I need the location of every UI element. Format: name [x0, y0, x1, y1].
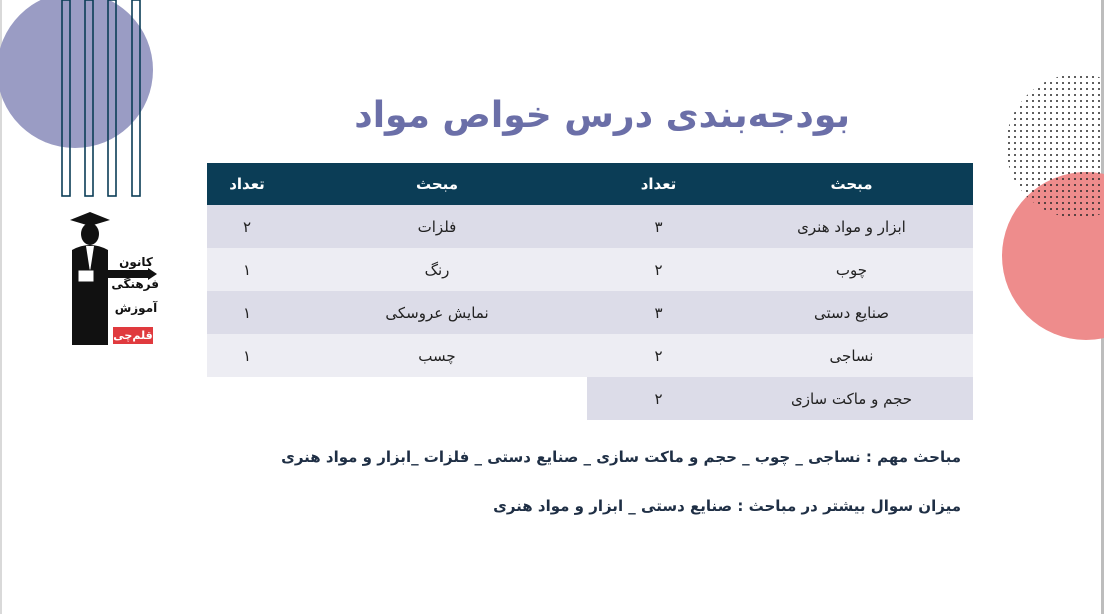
cell-empty — [287, 377, 587, 420]
slide-title: بودجه‌بندی درس خواص مواد — [354, 95, 850, 136]
cell-subject: صنایع دستی — [730, 291, 973, 334]
table-row — [207, 205, 973, 248]
cell-count: ۱ — [207, 248, 287, 291]
header-count-left: تعداد — [207, 163, 287, 205]
table-row — [207, 248, 973, 291]
important-topics-note: مباحث مهم : نساجی _ چوب _ حجم و ماکت سازی _ صنایع دستی _ فلزات _ابزار و مواد هنری — [281, 448, 961, 466]
decor-purple-circle — [0, 0, 153, 148]
cell-count: ۳ — [587, 205, 730, 248]
logo-badge: قلم‌چی — [113, 329, 153, 342]
cell-subject: چسب — [287, 334, 587, 377]
decor-right — [1000, 68, 1104, 348]
header-count-right: تعداد — [587, 163, 730, 205]
decor-top-left — [0, 0, 160, 200]
cell-count: ۱ — [207, 291, 287, 334]
most-questions-note: میزان سوال بیشتر در مباحث : صنایع دستی _ ابزار و مواد هنری — [493, 497, 961, 515]
table-row — [207, 377, 973, 420]
cell-subject: نمایش عروسکی — [287, 291, 587, 334]
cell-subject: ابزار و مواد هنری — [730, 205, 973, 248]
cell-subject: رنگ — [287, 248, 587, 291]
cell-count: ۲ — [207, 205, 287, 248]
table-row — [207, 334, 973, 377]
decor-dot-circle — [1000, 68, 1104, 228]
header-subject-right: مبحث — [730, 163, 973, 205]
cell-count: ۲ — [587, 334, 730, 377]
cell-subject: چوب — [730, 248, 973, 291]
table-row — [207, 291, 973, 334]
cell-subject: حجم و ماکت سازی — [730, 377, 973, 420]
cell-count: ۳ — [587, 291, 730, 334]
logo-line-3: آموزش — [114, 301, 158, 315]
cell-count: ۲ — [587, 377, 730, 420]
cell-subject: فلزات — [287, 205, 587, 248]
header-subject-left: مبحث — [287, 163, 587, 205]
cell-count: ۱ — [207, 334, 287, 377]
cell-empty — [207, 377, 287, 420]
cell-count: ۲ — [587, 248, 730, 291]
logo-line-2: فرهنگی — [111, 277, 159, 291]
budget-table — [207, 163, 973, 420]
table-header-row — [207, 163, 973, 205]
logo-line-1: کانون — [119, 255, 153, 269]
cell-subject: نساجی — [730, 334, 973, 377]
